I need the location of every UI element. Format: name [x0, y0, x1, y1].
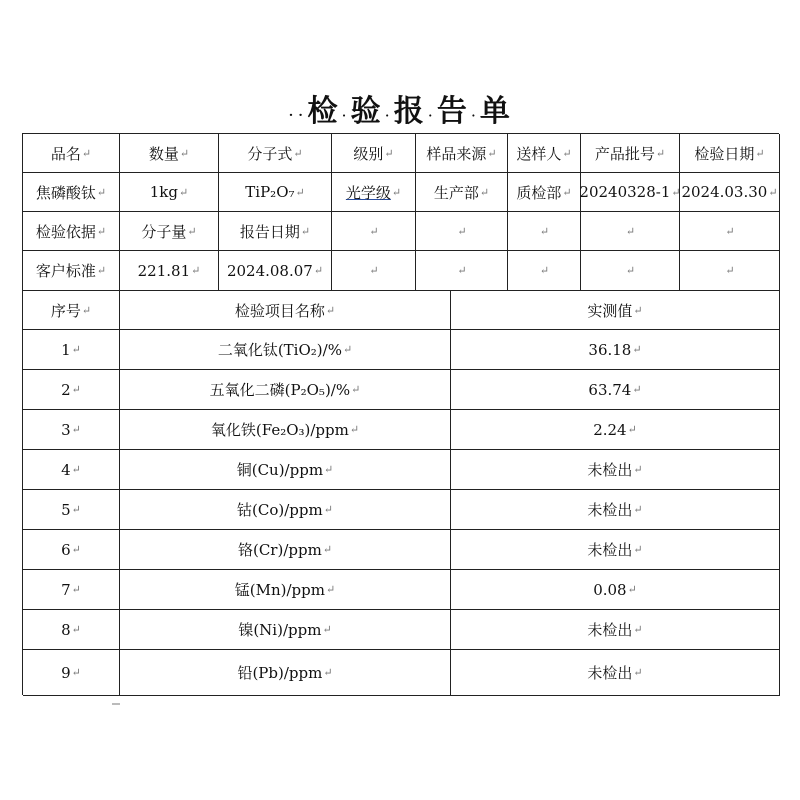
paragraph-mark: ↵ [71, 543, 81, 556]
item-name-cell-text: 镍(Ni)/ppm [238, 621, 322, 639]
paragraph-mark: ↵ [293, 146, 303, 160]
header-row4-cell [219, 251, 332, 291]
paragraph-mark: ↵ [81, 303, 92, 317]
item-name-cell-text: 钴(Co)/ppm [237, 501, 323, 519]
title-char: 单 [479, 94, 512, 129]
paragraph-mark: ↵ [479, 185, 490, 199]
header-value-cell-text: 生产部 [433, 183, 479, 202]
item-no-cell [23, 610, 120, 650]
item-name-cell [120, 370, 451, 410]
paragraph-mark: ↵ [96, 264, 107, 277]
header-row4-cell [23, 251, 120, 291]
paragraph-mark: ↵ [351, 383, 361, 396]
paragraph-mark: ↵ [326, 583, 336, 596]
item-value-cell-text: 未检出 [587, 541, 633, 559]
item-value-cell [451, 490, 780, 530]
header-label-cell [23, 134, 120, 173]
item-no-cell [23, 330, 120, 370]
paragraph-mark: ↵ [71, 583, 81, 596]
paragraph-mark: ↵ [391, 185, 402, 199]
paragraph-mark: ↵ [768, 185, 778, 199]
paragraph-mark: ↵ [369, 224, 379, 238]
items-header-name-text: 检验项目名称 [234, 301, 325, 320]
item-name-cell [120, 410, 451, 450]
item-value-cell-text: 36.18 [588, 340, 632, 359]
header-label-cell-text: 送样人 [516, 144, 562, 163]
header-label-cell-text: 产品批号 [594, 144, 655, 163]
item-value-cell [451, 330, 780, 370]
paragraph-mark: ↵ [487, 146, 497, 160]
title-char: 检 [307, 94, 340, 129]
item-value-cell [451, 370, 780, 410]
paragraph-mark: ↵ [633, 666, 643, 679]
header-label-cell-text: 样品来源 [426, 144, 487, 163]
paragraph-mark: ↵ [671, 185, 681, 199]
item-name-cell-text: 五氧化二磷(P₂O₅)/% [209, 381, 351, 399]
header-value-cell [219, 173, 332, 212]
paragraph-mark: ↵ [71, 666, 81, 679]
header-value-cell [416, 173, 508, 212]
paragraph-mark: ↵ [755, 146, 765, 160]
header-row3-cell [120, 212, 219, 251]
paragraph-mark: ↵ [384, 146, 394, 160]
item-name-cell [120, 530, 451, 570]
header-row3-cell [680, 212, 780, 251]
item-name-cell [120, 650, 451, 696]
item-no-cell [23, 410, 120, 450]
paragraph-mark: ↵ [71, 623, 81, 636]
header-label-cell [680, 134, 780, 173]
item-value-cell [451, 610, 780, 650]
title-separator: · [341, 106, 349, 125]
paragraph-mark: ↵ [539, 264, 550, 277]
paragraph-mark: ↵ [71, 343, 81, 356]
header-label-cell-text: 分子式 [247, 144, 293, 163]
paragraph-mark: ↵ [96, 185, 107, 199]
paragraph-mark: ↵ [96, 224, 107, 238]
paragraph-mark: ↵ [633, 303, 643, 317]
item-no-cell-text: 8 [61, 620, 71, 639]
header-label-cell-text: 品名 [50, 144, 81, 163]
document-title [0, 86, 800, 130]
header-value-cell-text: 质检部 [516, 183, 562, 202]
paragraph-mark: ↵ [369, 264, 379, 277]
header-row3-cell [508, 212, 581, 251]
paragraph-mark: ↵ [625, 264, 636, 277]
paragraph-mark: ↵ [300, 224, 311, 238]
items-header-no [23, 291, 120, 330]
paragraph-mark: ↵ [342, 343, 353, 356]
title-char: 报 [393, 94, 426, 129]
paragraph-mark: ↵ [81, 146, 92, 160]
header-row4-cell-text: 221.81 [137, 261, 191, 280]
item-no-cell-text: 1 [61, 340, 71, 359]
item-no-cell [23, 530, 120, 570]
paragraph-mark: ↵ [457, 224, 467, 238]
paragraph-mark: ↵ [539, 224, 550, 238]
header-value-cell [508, 173, 581, 212]
header-label-cell [120, 134, 219, 173]
paragraph-mark: ↵ [71, 423, 81, 436]
paragraph-mark: ↵ [324, 463, 334, 476]
item-no-cell [23, 570, 120, 610]
header-label-cell-text: 数量 [148, 144, 179, 163]
item-no-cell-text: 9 [61, 663, 71, 682]
header-value-cell-text: TiP₂O₇ [245, 183, 295, 201]
paragraph-mark: ↵ [179, 185, 189, 199]
paragraph-mark: ↵ [633, 503, 643, 516]
items-header-name [120, 291, 451, 330]
paragraph-mark: ↵ [187, 224, 197, 238]
item-name-cell-text: 氧化铁(Fe₂O₃)/ppm [210, 421, 349, 439]
header-row4-cell [508, 251, 581, 291]
header-label-cell-text: 级别 [353, 144, 384, 163]
header-row4-cell [581, 251, 680, 291]
item-value-cell-text: 63.74 [588, 380, 632, 399]
header-row4-cell [680, 251, 780, 291]
paragraph-mark: ↵ [632, 343, 642, 356]
header-value-cell-text: 光学级 [345, 183, 391, 202]
item-no-cell [23, 450, 120, 490]
title-lead-dots: ·· [288, 105, 308, 126]
item-name-cell-text: 锰(Mn)/ppm [234, 581, 325, 599]
paragraph-mark: ↵ [632, 383, 642, 396]
item-name-cell-text: 铬(Cr)/ppm [237, 541, 322, 559]
item-value-cell [451, 570, 780, 610]
paragraph-mark: ↵ [191, 264, 201, 277]
header-value-cell-text: 焦磷酸钛 [35, 183, 96, 202]
item-name-cell-text: 铅(Pb)/ppm [237, 664, 323, 682]
header-value-cell [120, 173, 219, 212]
item-value-cell-text: 0.08 [593, 580, 627, 599]
paragraph-mark: ↵ [313, 264, 324, 277]
header-value-cell-text: 20240328-1 [579, 183, 671, 201]
paragraph-mark: ↵ [655, 146, 666, 160]
paragraph-mark: ↵ [633, 543, 643, 556]
item-no-cell-text: 6 [61, 540, 71, 559]
header-row4-cell-text: 客户标准 [35, 262, 96, 280]
item-no-cell-text: 4 [61, 460, 71, 479]
paragraph-mark: ↵ [625, 224, 636, 238]
title-char: 告 [436, 94, 469, 129]
header-row4-cell [416, 251, 508, 291]
title-separator: · [427, 106, 435, 125]
paragraph-mark: ↵ [562, 185, 572, 199]
paragraph-mark: ↵ [71, 503, 81, 516]
header-row3-cell-text: 分子量 [141, 222, 187, 241]
paragraph-mark: ↵ [349, 423, 360, 436]
paragraph-mark: ↵ [322, 543, 333, 556]
item-value-cell [451, 650, 780, 696]
paragraph-mark: ↵ [633, 623, 643, 636]
paragraph-mark: ↵ [71, 383, 81, 396]
items-header-value [451, 291, 780, 330]
items-header-value-text: 实测值 [587, 301, 633, 320]
item-name-cell [120, 490, 451, 530]
item-value-cell-text: 未检出 [587, 621, 633, 639]
paragraph-mark: ↵ [457, 264, 467, 277]
header-value-cell-text: 1kg [149, 183, 179, 201]
paragraph-mark: ↵ [627, 583, 637, 596]
header-value-cell [23, 173, 120, 212]
paragraph-mark: ↵ [323, 666, 333, 679]
item-value-cell [451, 450, 780, 490]
item-value-cell-text: 未检出 [587, 501, 633, 519]
item-value-cell-text: 2.24 [593, 420, 627, 439]
paragraph-mark: ↵ [179, 146, 190, 160]
item-name-cell-text: 铜(Cu)/ppm [236, 461, 324, 479]
header-row3-cell-text: 检验依据 [35, 222, 96, 241]
title-char: 验 [350, 94, 383, 129]
paragraph-mark: ↵ [725, 224, 735, 238]
title-separator: · [384, 106, 392, 125]
header-value-cell [680, 173, 780, 212]
items-header-no-text: 序号 [50, 301, 81, 320]
paragraph-mark: ↵ [325, 303, 336, 317]
item-name-cell [120, 450, 451, 490]
header-label-cell [581, 134, 680, 173]
header-label-cell [332, 134, 416, 173]
header-value-cell-text: 2024.03.30 [681, 183, 768, 201]
item-name-cell [120, 610, 451, 650]
title-separator: · [470, 106, 478, 125]
header-row4-cell [332, 251, 416, 291]
item-no-cell [23, 490, 120, 530]
paragraph-mark: ↵ [295, 185, 305, 199]
page-mark [112, 703, 120, 705]
paragraph-mark: ↵ [725, 264, 735, 277]
item-no-cell-text: 3 [61, 420, 71, 439]
header-value-cell [332, 173, 416, 212]
item-value-cell [451, 410, 780, 450]
header-row3-cell [581, 212, 680, 251]
header-label-cell [416, 134, 508, 173]
header-row3-cell [332, 212, 416, 251]
item-name-cell [120, 330, 451, 370]
header-label-cell [219, 134, 332, 173]
item-name-cell [120, 570, 451, 610]
header-row3-cell-text: 报告日期 [239, 222, 300, 241]
paragraph-mark: ↵ [627, 423, 637, 436]
header-label-cell-text: 检验日期 [694, 144, 755, 163]
item-value-cell [451, 530, 780, 570]
header-row4-cell-text: 2024.08.07 [226, 261, 313, 280]
item-no-cell [23, 650, 120, 696]
paragraph-mark: ↵ [633, 463, 643, 476]
item-no-cell-text: 2 [61, 380, 71, 399]
paragraph-mark: ↵ [562, 146, 572, 160]
header-value-cell [581, 173, 680, 212]
paragraph-mark: ↵ [323, 503, 333, 516]
header-row3-cell [219, 212, 332, 251]
item-value-cell-text: 未检出 [587, 664, 633, 682]
paragraph-mark: ↵ [322, 623, 332, 636]
header-row3-cell [23, 212, 120, 251]
header-label-cell [508, 134, 581, 173]
item-no-cell [23, 370, 120, 410]
header-row4-cell [120, 251, 219, 291]
paragraph-mark: ↵ [71, 463, 81, 476]
header-row3-cell [416, 212, 508, 251]
item-value-cell-text: 未检出 [587, 461, 633, 479]
item-no-cell-text: 7 [61, 580, 71, 599]
item-name-cell-text: 二氧化钛(TiO₂)/% [217, 341, 342, 359]
item-no-cell-text: 5 [61, 500, 71, 519]
inspection-report-table [22, 133, 779, 695]
